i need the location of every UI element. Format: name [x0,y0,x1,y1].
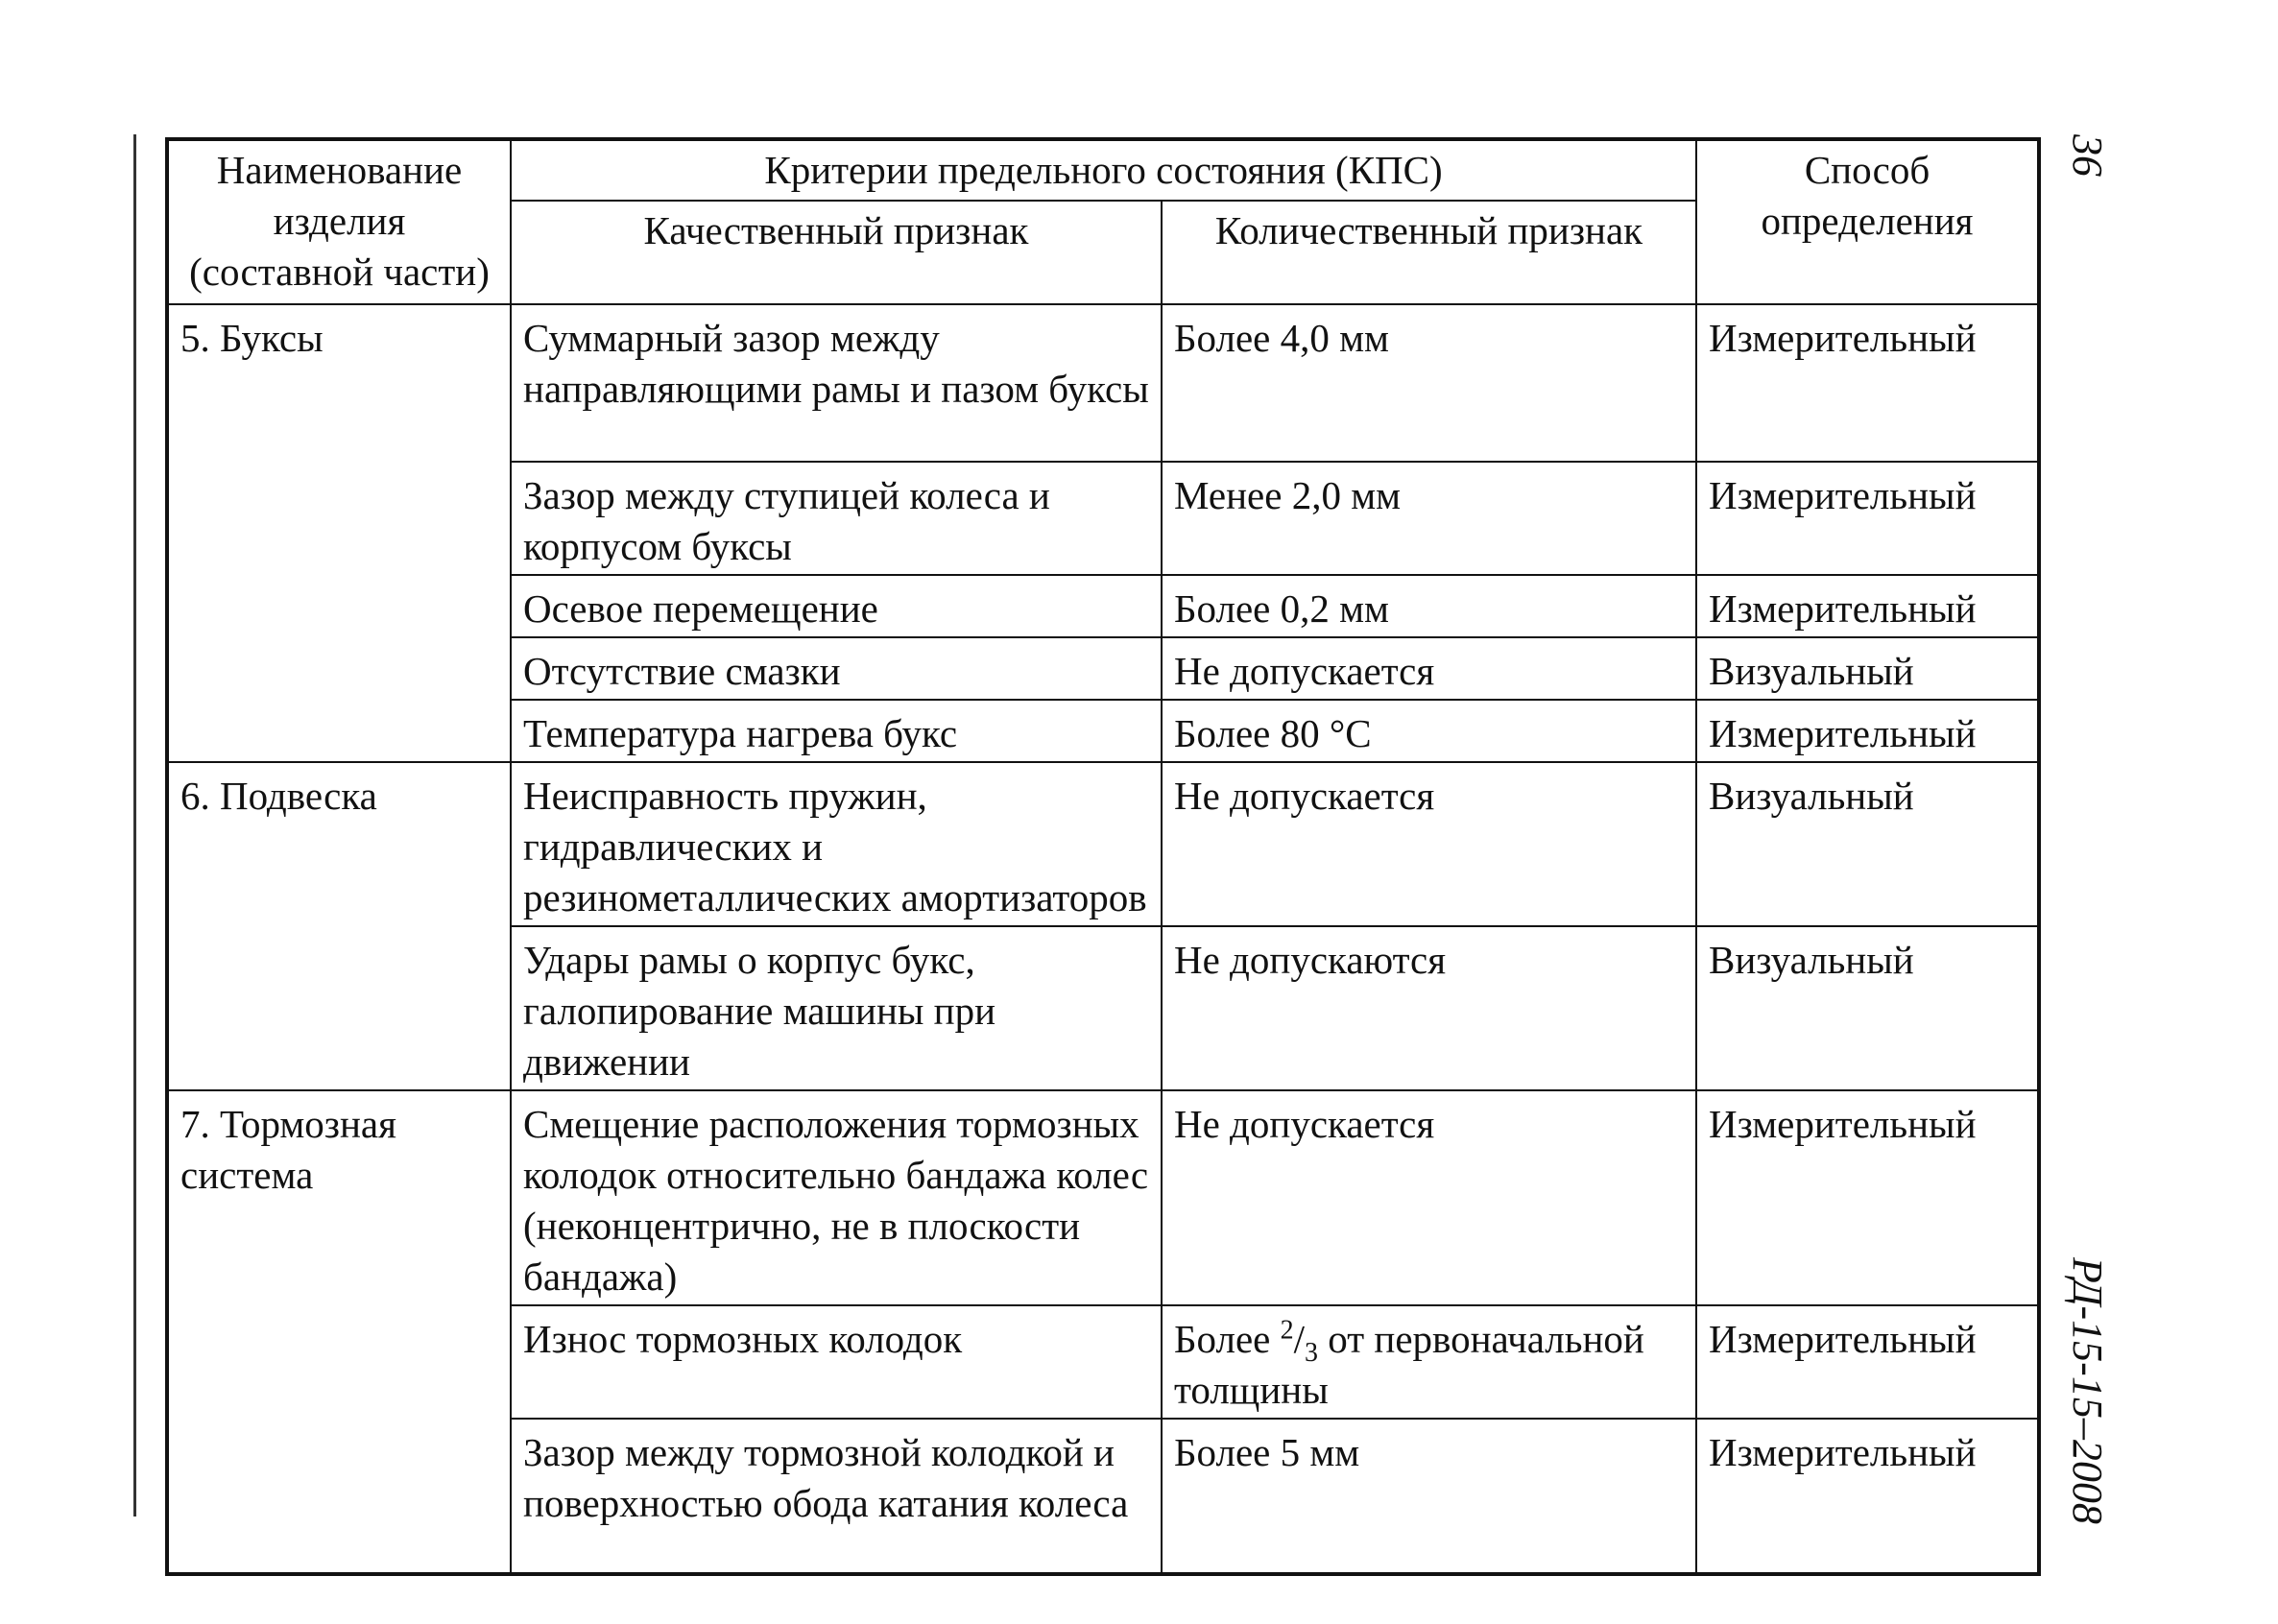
quantitative-cell: Более 4,0 мм [1162,304,1696,462]
method-cell: Измерительный [1696,1090,2039,1305]
method-cell: Измерительный [1696,1305,2039,1419]
qualitative-cell: Суммарный зазор между направляющими рамы и пазом буксы [511,304,1162,462]
quantitative-cell: Не допускаются [1162,926,1696,1090]
criteria-table [165,137,2041,1576]
fraction-denominator: 3 [1305,1338,1319,1369]
page-number: 36 [2064,134,2111,177]
header-criteria-group: Критерии предельного состояния (КПС) [511,139,1696,201]
item-cell: 7. Тормозная система [167,1090,511,1574]
qualitative-cell: Износ тормозных колодок [511,1305,1162,1419]
quantitative-cell: Не допускается [1162,762,1696,926]
qualitative-cell: Температура нагрева букс [511,700,1162,762]
qualitative-cell: Зазор между ступицей колеса и корпусом буксы [511,462,1162,575]
method-cell: Измерительный [1696,304,2039,462]
method-cell: Визуальный [1696,762,2039,926]
document-code: РД-15-15–2008 [2064,1257,2111,1524]
table-row [167,304,2039,462]
quantitative-suffix: от первоначальной толщины [1174,1317,1644,1412]
qualitative-cell: Осевое перемещение [511,575,1162,637]
header-method: Способ определения [1696,139,2039,304]
method-cell: Измерительный [1696,700,2039,762]
header-quantitative: Количественный признак [1162,201,1696,304]
table-row [167,762,2039,926]
header-item-name: Наименование изделия (составной части) [167,139,511,304]
item-cell: 6. Подвеска [167,762,511,1090]
qualitative-cell: Удары рамы о корпус букс, галопирование машины при движении [511,926,1162,1090]
method-cell: Измерительный [1696,1419,2039,1574]
quantitative-cell: Не допускается [1162,637,1696,700]
quantitative-cell: Менее 2,0 мм [1162,462,1696,575]
method-cell: Измерительный [1696,462,2039,575]
qualitative-cell: Отсутствие смазки [511,637,1162,700]
table-row [167,1090,2039,1305]
method-cell: Измерительный [1696,575,2039,637]
quantitative-prefix: Более [1174,1317,1271,1361]
qualitative-cell: Неисправность пружин, гидравлических и резинометаллических амортизаторов [511,762,1162,926]
quantitative-cell: Более 5 мм [1162,1419,1696,1574]
qualitative-cell: Зазор между тормозной колодкой и поверхностью обода катания колеса [511,1419,1162,1574]
quantitative-cell: Более $^2/_3$ от первоначальной толщины [1162,1305,1696,1419]
quantitative-cell: Более 0,2 мм [1162,575,1696,637]
method-cell: Визуальный [1696,637,2039,700]
header-qualitative: Качественный признак [511,201,1162,304]
scan-margin-line [133,134,136,1517]
item-cell: 5. Буксы [167,304,511,762]
quantitative-cell: Более 80 °С [1162,700,1696,762]
method-cell: Визуальный [1696,926,2039,1090]
qualitative-cell: Смещение расположения тормозных колодок относительно бандажа колес (неконцентрично, не в плоскости бандажа) [511,1090,1162,1305]
fraction-numerator: 2 [1280,1315,1294,1346]
quantitative-cell: Не допускается [1162,1090,1696,1305]
